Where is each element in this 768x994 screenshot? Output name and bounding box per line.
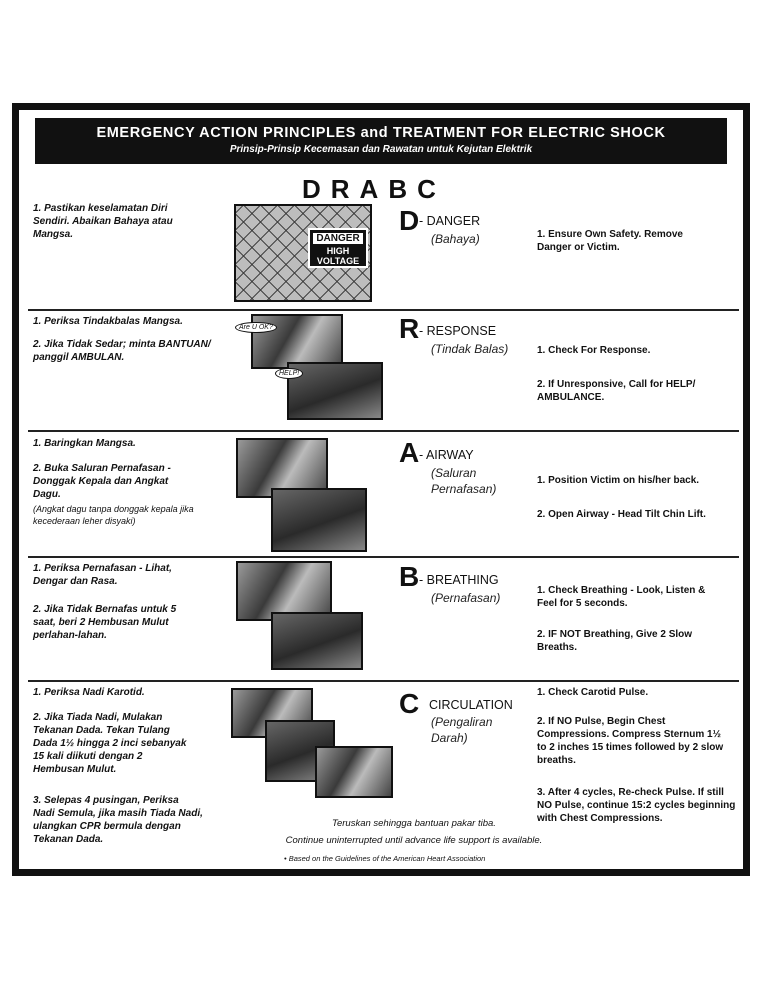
footer-malay: Teruskan sehingga bantuan pakar tiba. [332, 818, 496, 829]
poster-subtitle: Prinsip-Prinsip Kecemasan dan Rawatan untuk Kejutan Elektrik [229, 144, 533, 155]
danger-fence-illustration [234, 204, 372, 302]
letter-d: D [399, 205, 420, 236]
airway-malay-1: 1. Baringkan Mangsa. [33, 438, 136, 449]
response-sub: (Tindak Balas) [431, 342, 509, 356]
divider [28, 430, 739, 432]
response-english-2: 2. If Unresponsive, Call for HELP/ AMBULANCE. [537, 379, 696, 403]
divider [28, 680, 739, 682]
airway-malay-2: 2. Buka Saluran Pernafasan - Donggak Kepala dan Angkat Dagu. [33, 463, 171, 500]
circulation-english-1: 1. Check Carotid Pulse. [537, 687, 649, 698]
danger-english-1: 1. Ensure Own Safety. Remove Danger or Victim. [537, 229, 683, 253]
header-banner [35, 118, 727, 164]
airway-sub: (Saluran Pernafasan) [431, 466, 497, 496]
response-illustration-1 [239, 314, 343, 369]
breathing-english-1: 1. Check Breathing - Look, Listen & Feel for 5 seconds. [537, 585, 706, 609]
response-malay-1: 1. Periksa Tindakbalas Mangsa. [33, 316, 183, 327]
divider [28, 309, 739, 311]
poster-title: EMERGENCY ACTION PRINCIPLES and TREATMENT FOR ELECTRIC SHOCK [96, 125, 666, 141]
response-word: - RESPONSE [419, 324, 497, 338]
danger-sub: (Bahaya) [431, 232, 480, 246]
airway-english-2: 2. Open Airway - Head Tilt Chin Lift. [537, 509, 706, 520]
response-malay-2: 2. Jika Tidak Sedar; minta BANTUAN/ panggil AMBULAN. [33, 339, 211, 363]
breathing-english-2: 2. IF NOT Breathing, Give 2 Slow Breaths. [537, 629, 693, 653]
danger-sign: DANGER HIGH VOLTAGE [308, 228, 368, 268]
footer-english: Continue uninterrupted until advance life support is available. [285, 835, 543, 846]
response-illustration-2 [279, 362, 383, 420]
circulation-sub: (Pengaliran Darah) [431, 715, 493, 745]
footer-note: • Based on the Guidelines of the American Heart Association [284, 854, 486, 863]
poster-frame [12, 103, 750, 876]
letter-c: C [399, 688, 420, 719]
circulation-word: CIRCULATION [429, 698, 513, 712]
circulation-english-2: 2. If NO Pulse, Begin Chest Compressions. Compress Sternum 1½ to 2 inches 15 times followed by 2 slow breaths. [537, 716, 724, 766]
circulation-malay-1: 1. Periksa Nadi Karotid. [33, 687, 145, 698]
airway-word: - AIRWAY [419, 448, 474, 462]
breathing-illustration-2 [271, 612, 363, 670]
speech-bubble: Are U OK? [235, 322, 277, 333]
circulation-english-3: 3. After 4 cycles, Re-check Pulse. If still NO Pulse, continue 15:2 cycles beginning with Chest Compressions. [537, 787, 736, 824]
help-bubble: HELP! [275, 368, 303, 379]
letter-r: R [399, 313, 420, 344]
letter-b: B [399, 561, 420, 592]
breathing-word: - BREATHING [419, 573, 499, 587]
circulation-malay-3: 3. Selepas 4 pusingan, Periksa Nadi Semula, jika masih Tiada Nadi, ulangkan CPR bermula dengan Tekanan Dada. [33, 795, 203, 845]
circulation-malay-2: 2. Jika Tiada Nadi, Mulakan Tekanan Dada. Tekan Tulang Dada 1½ hingga 2 inci sebanyak 15 kali diikuti dengan 2 Hembusan Mulut. [33, 712, 187, 775]
airway-malay-note: (Angkat dagu tanpa donggak kepala jika kecederaan leher disyaki) [33, 504, 194, 526]
airway-illustration-2 [271, 488, 367, 552]
breathing-sub: (Pernafasan) [431, 591, 501, 605]
circulation-illustration-3 [315, 746, 393, 798]
breathing-malay-1: 1. Periksa Pernafasan - Lihat, Dengar dan Rasa. [33, 563, 172, 587]
breathing-malay-2: 2. Jika Tidak Bernafas untuk 5 saat, beri 2 Hembusan Mulut perlahan-lahan. [33, 604, 177, 641]
letter-a: A [399, 437, 420, 468]
danger-word: - DANGER [419, 214, 481, 228]
acronym-heading: DRABC [302, 174, 446, 204]
airway-english-1: 1. Position Victim on his/her back. [537, 475, 700, 486]
divider [28, 556, 739, 558]
response-english-1: 1. Check For Response. [537, 345, 651, 356]
danger-malay-1: 1. Pastikan keselamatan Diri Sendiri. Abaikan Bahaya atau Mangsa. [33, 203, 173, 240]
